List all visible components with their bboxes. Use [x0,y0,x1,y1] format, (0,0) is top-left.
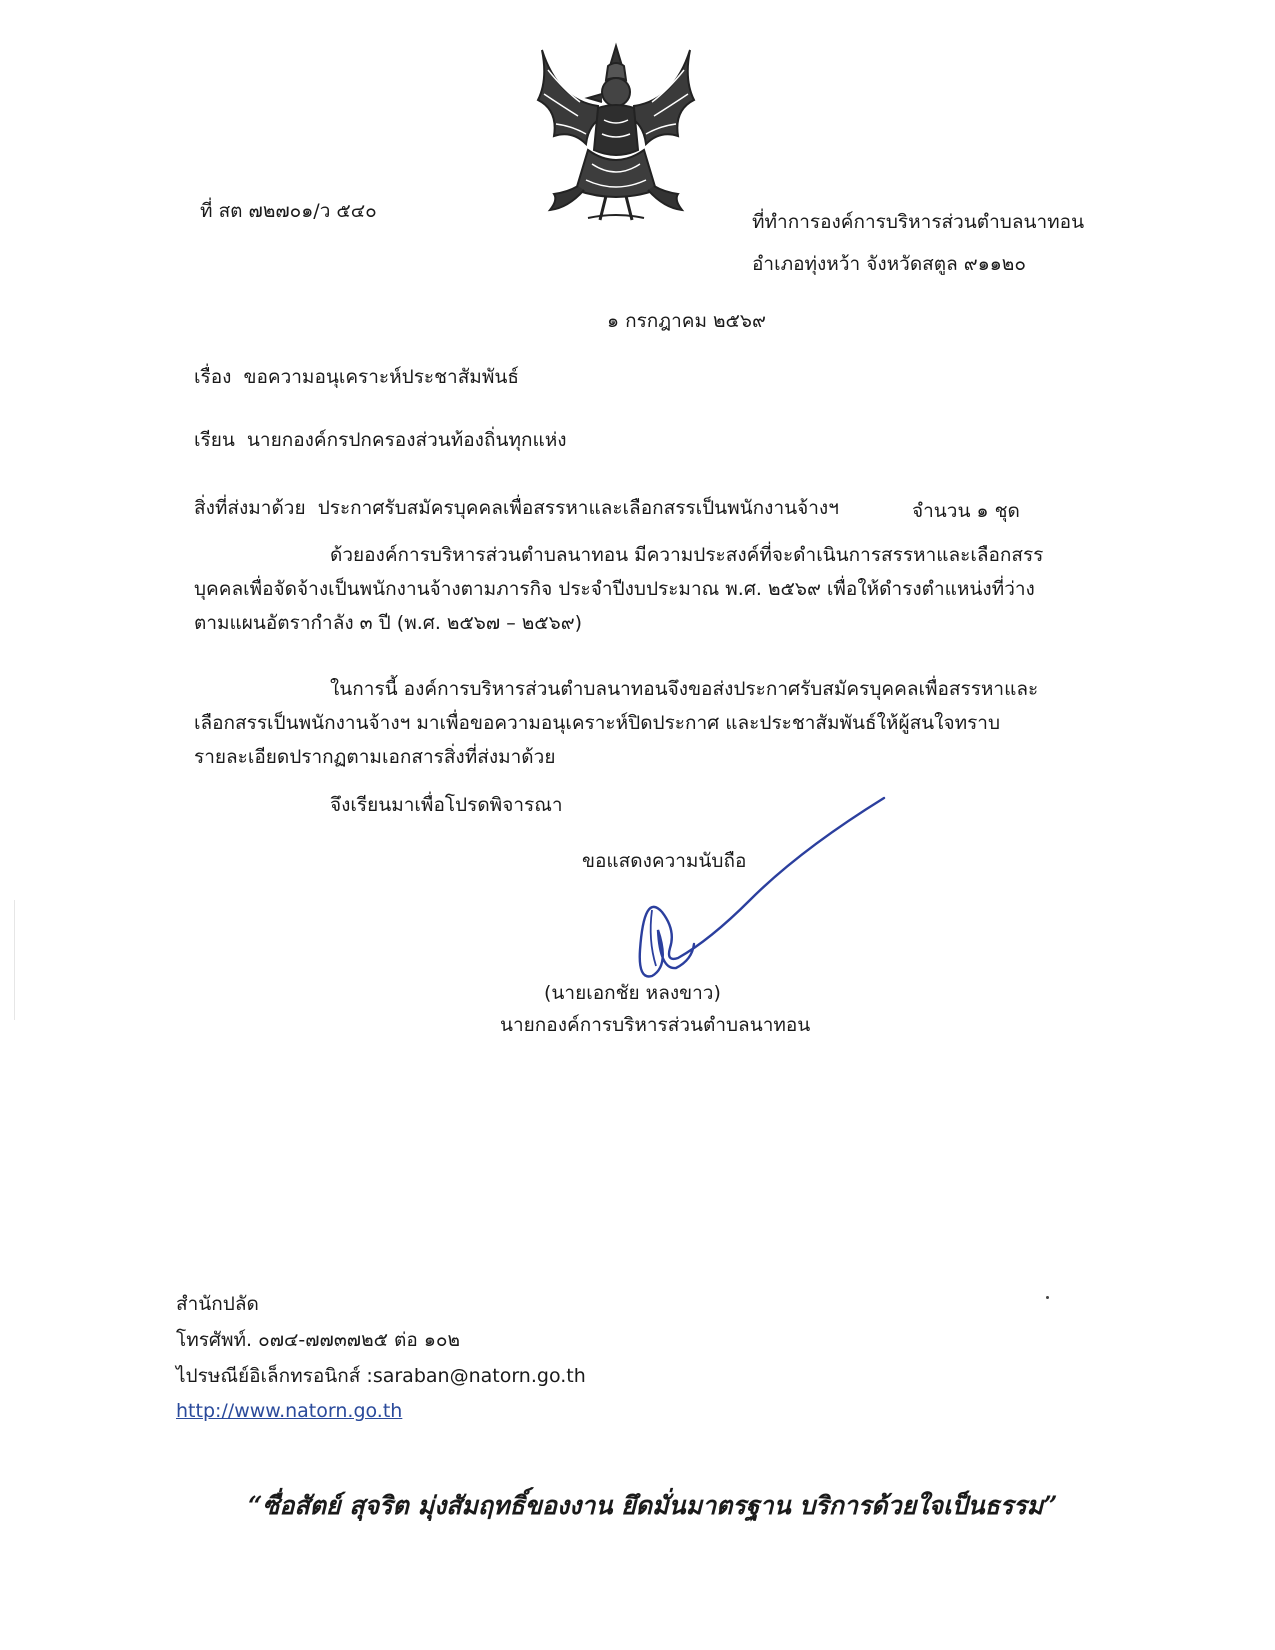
contact-phone: โทรศัพท์. ๐๗๔-๗๗๓๗๒๕ ต่อ ๑๐๒ [176,1329,461,1351]
subject-line [194,362,519,392]
body-paragraph-1 [194,538,1094,640]
paragraph-line: ตามแผนอัตรากำลัง ๓ ปี (พ.ศ. ๒๕๖๗ – ๒๕๖๙) [194,612,583,634]
closing-salutation: ขอแสดงความนับถือ [582,850,747,872]
scan-edge-line [14,900,15,1020]
contact-email: ไปรษณีย์อิเล็กทรอนิกส์ :saraban@natorn.go.th [176,1365,586,1387]
subject-label: เรื่อง [194,366,232,388]
contact-office: สำนักปลัด [176,1293,259,1315]
enclosure-line [194,493,839,523]
closing-request: จึงเรียนมาเพื่อโปรดพิจารณา [330,794,563,816]
letter-date: ๑ กรกฎาคม ๒๕๖๙ [607,310,766,332]
paragraph-line: ด้วยองค์การบริหารส่วนตำบลนาทอน มีความประสงค์ที่จะดำเนินการสรรหาและเลือกสรร [330,544,1044,566]
paragraph-line: รายละเอียดปรากฏตามเอกสารสิ่งที่ส่งมาด้วย [194,746,556,768]
recipient-text: นายกองค์กรปกครองส่วนท้องถิ่นทุกแห่ง [246,429,567,451]
signatory-name: (นายเอกชัย หลงขาว) [544,982,721,1004]
signatory-position: นายกองค์การบริหารส่วนตำบลนาทอน [500,1014,811,1036]
subject-text: ขอความอนุเคราะห์ประชาสัมพันธ์ [243,366,519,388]
garuda-emblem-icon [528,40,704,226]
scan-speck [1046,1296,1049,1299]
website-link[interactable]: http://www.natorn.go.th [176,1400,403,1422]
paragraph-line: บุคคลเพื่อจัดจ้างเป็นพนักงานจ้างตามภารกิจ ประจำปีงบประมาณ พ.ศ. ๒๕๖๙ เพื่อให้ดำรงตำแหน่งที่ว่าง [194,578,1035,600]
organization-address-line2: อำเภอทุ่งหว้า จังหวัดสตูล ๙๑๑๒๐ [752,253,1026,275]
organization-address-line1: ที่ทำการองค์การบริหารส่วนตำบลนาทอน [752,211,1085,233]
enclosure-label: สิ่งที่ส่งมาด้วย [194,497,306,519]
reference-number: ที่ สต ๗๒๗๐๑/ว ๕๔๐ [200,200,377,222]
enclosure-text: ประกาศรับสมัครบุคคลเพื่อสรรหาและเลือกสรรเป็นพนักงานจ้างฯ [317,497,839,519]
recipient-line [194,425,567,455]
paragraph-line: ในการนี้ องค์การบริหารส่วนตำบลนาทอนจึงขอส่งประกาศรับสมัครบุคคลเพื่อสรรหาและ [330,678,1039,700]
paragraph-line: เลือกสรรเป็นพนักงานจ้างฯ มาเพื่อขอความอนุเคราะห์ปิดประกาศ และประชาสัมพันธ์ให้ผู้สนใจทราบ [194,712,1001,734]
body-paragraph-2 [194,672,1094,774]
organization-motto: “ซื่อสัตย์ สุจริต มุ่งสัมฤทธิ์ของงาน ยึดมั่นมาตรฐาน บริการด้วยใจเป็นธรรม” [248,1491,1058,1520]
recipient-label: เรียน [194,429,235,451]
enclosure-quantity: จำนวน ๑ ชุด [912,500,1020,522]
